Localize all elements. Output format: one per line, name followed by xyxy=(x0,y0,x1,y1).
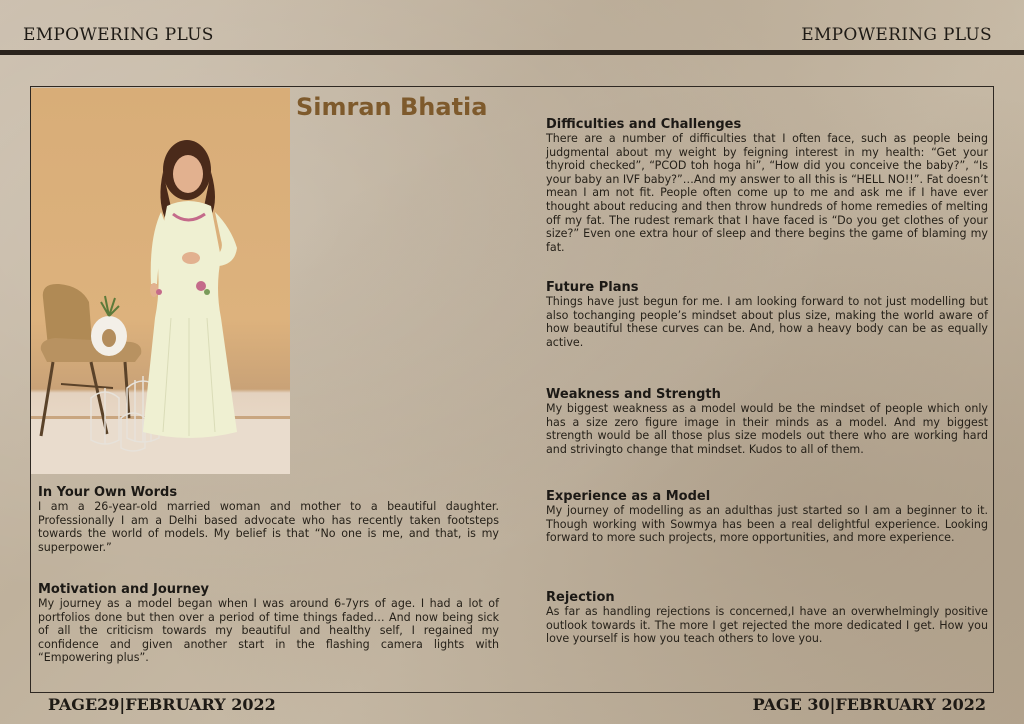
header-title-left: EMPOWERING PLUS xyxy=(23,25,214,45)
section-heading: Weakness and Strength xyxy=(546,387,721,402)
section-weakness-and-strength xyxy=(546,387,988,456)
section-rejection xyxy=(546,590,988,646)
section-body: My biggest weakness as a model would be the mindset of people which only has a size zero figure image in their minds as a model. And my biggest strength would be all those plus size models out there who are working hard and strivingto change that mindset. Kudos to all of them. xyxy=(546,402,988,456)
section-motivation-and-journey xyxy=(38,582,499,665)
section-heading: Difficulties and Challenges xyxy=(546,117,742,132)
section-experience-as-a-model xyxy=(546,489,988,545)
model-name: Simran Bhatia xyxy=(296,93,488,121)
section-body: Things have just begun for me. I am looking forward to not just modelling but also tochanging people’s mindset about plus size, making the world aware of how beautiful these curves can be. And, how a heavy body can be as equally active. xyxy=(546,295,988,349)
section-future-plans xyxy=(546,280,988,349)
section-heading: Motivation and Journey xyxy=(38,582,210,597)
model-photo xyxy=(31,88,290,474)
vase-illustration xyxy=(91,296,127,356)
model-figure xyxy=(143,140,237,438)
header-divider xyxy=(0,50,1024,55)
section-body: As far as handling rejections is concerned,I have an overwhelmingly positive outlook towards it. The more I get rejected the more dedicated I get. How you love yourself is how you teach others to love you. xyxy=(546,605,988,646)
section-body: My journey of modelling as an adulthas just started so I am a beginner to it. Though working with Sowmya has been a real delightful experience. Looking forward to more such projects, more opportunities, and more experience. xyxy=(546,504,988,545)
section-body: There are a number of difficulties that I often face, such as people being judgmental about my weight by feigning interest in my health: “Get your thyroid checked”, “PCOD toh hoga hi”, “How did you conceive the baby?”, “Is your baby an IVF baby?”…And my answer to all this is “HELL NO!!”. Fat doesn’t mean I am not fit. People often come up to me and ask me if I have ever thought about reducing and then throw hundreds of home remedies of melting off my fat. The rudest remark that I have faced is “Do you get clothes of your size?” Even one extra hour of sleep and there begins the game of blaming my fat. xyxy=(546,132,988,254)
section-body: I am a 26-year-old married woman and mother to a beautiful daughter. Professionally I am a Delhi based advocate who has recently taken footsteps towards the world of models. My belief is that “No one is me, and that, is my superpower.” xyxy=(38,500,499,554)
section-heading: In Your Own Words xyxy=(38,485,178,500)
section-difficulties-and-challenges xyxy=(546,117,988,254)
section-heading: Experience as a Model xyxy=(546,489,711,504)
footer-page-right: PAGE 30|FEBRUARY 2022 xyxy=(752,695,986,714)
header-title-right: EMPOWERING PLUS xyxy=(801,25,992,45)
section-heading: Future Plans xyxy=(546,280,639,295)
section-body: My journey as a model began when I was around 6-7yrs of age. I had a lot of portfolios done but then over a period of time things faded… And now being sick of all the criticism towards my beautiful and healthy self, I regained my confidence and given another start in the flashing camera lights with “Empowering plus”. xyxy=(38,597,499,665)
footer-page-left: PAGE29|FEBRUARY 2022 xyxy=(48,695,276,714)
section-in-your-own-words xyxy=(38,485,499,554)
section-heading: Rejection xyxy=(546,590,615,605)
